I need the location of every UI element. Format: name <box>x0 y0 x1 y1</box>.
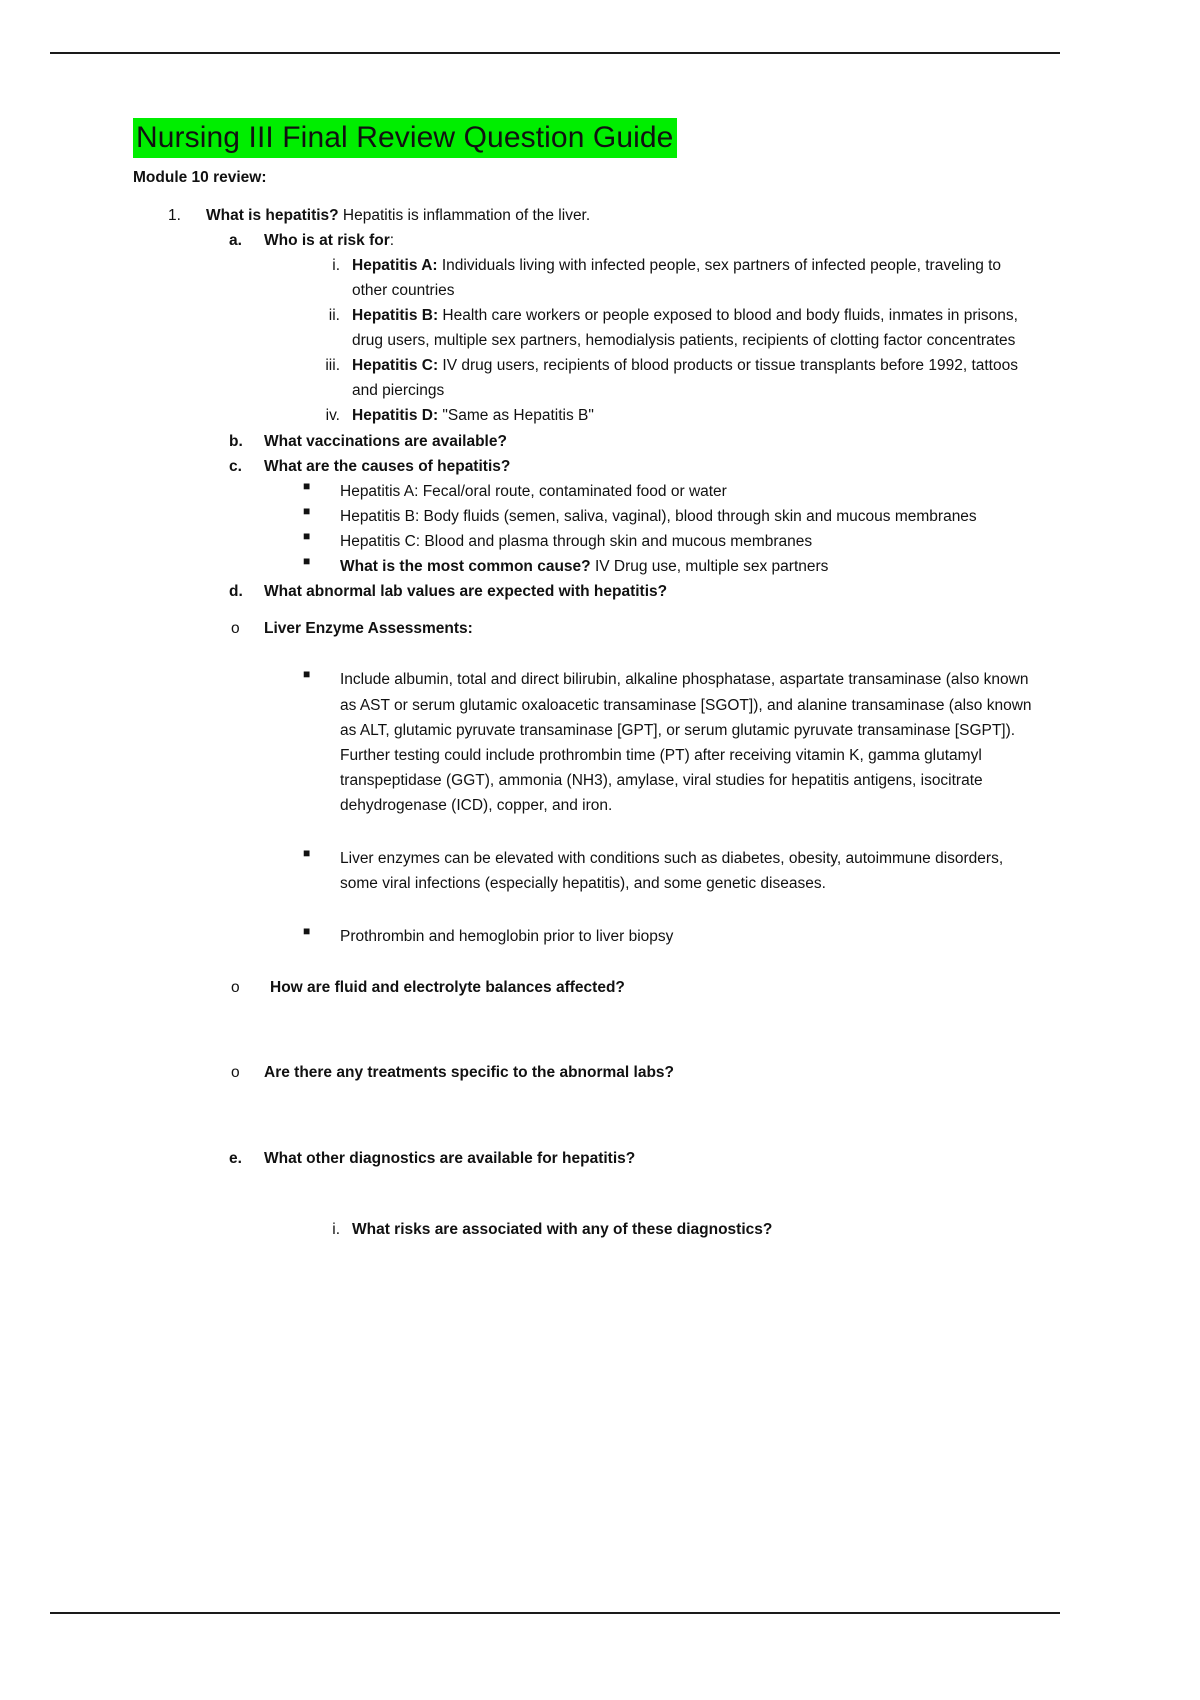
hep-d-bold-text: Hepatitis D: <box>352 407 439 425</box>
list-item-elevated-paragraph <box>303 846 1033 896</box>
hep-c-rest-text: IV drug users, recipients of blood products or tissue transplants before 1992, tattoos and piercings <box>352 357 1018 400</box>
hep-c-bold-text: Hepatitis C: <box>352 357 439 375</box>
list-marker: b. <box>229 432 243 450</box>
list-item-text: What other diagnostics are available for hepatitis? <box>264 1149 636 1167</box>
hep-b-bold-text: Hepatitis B: <box>352 306 439 324</box>
list-marker: i. <box>332 256 340 274</box>
list-item-text: Prothrombin and hemoglobin prior to liver biopsy <box>340 928 674 946</box>
common-cause-bold-text: What is the most common cause? <box>340 558 591 576</box>
list-marker: iv. <box>325 407 340 425</box>
circle-bullet-icon: o <box>231 620 240 638</box>
list-marker: c. <box>229 457 242 475</box>
spacer <box>133 912 1033 924</box>
list-item-hep-d <box>303 403 1033 428</box>
list-item-text <box>352 403 1033 428</box>
spacer <box>133 1000 1033 1060</box>
module-subtitle: Module 10 review: <box>133 169 267 187</box>
hep-a-bold-text: Hepatitis A: <box>352 256 438 274</box>
spacer <box>133 834 1033 846</box>
circle-bullet-icon: o <box>231 979 240 997</box>
list-marker: ii. <box>328 306 340 324</box>
square-bullet-icon: ■ <box>303 667 311 682</box>
list-item-fluid-electrolyte <box>231 975 1033 1000</box>
common-cause-rest-text: IV Drug use, multiple sex partners <box>590 558 829 576</box>
list-item-prothrombin <box>303 924 1033 949</box>
square-bullet-icon: ■ <box>303 528 311 543</box>
list-marker: 1. <box>168 206 181 224</box>
list-item-liver-enzymes <box>231 616 1033 641</box>
list-item-e-i <box>303 1217 1033 1242</box>
list-item-common-cause <box>303 554 1033 579</box>
square-bullet-icon: ■ <box>303 554 311 569</box>
list-item-text: Hepatitis C: Blood and plasma through skin and mucous membranes <box>340 532 813 550</box>
list-item-text: What abnormal lab values are expected with hepatitis? <box>264 583 668 601</box>
page-title <box>133 118 677 158</box>
header-rule <box>50 52 1060 54</box>
a-colon-text: : <box>389 231 395 249</box>
list-marker: d. <box>229 583 243 601</box>
list-item-text <box>352 303 1033 353</box>
list-item-cause-c <box>303 529 1033 554</box>
list-item-text: What are the causes of hepatitis? <box>264 457 511 475</box>
square-bullet-icon: ■ <box>303 503 311 518</box>
list-item-text: Liver Enzyme Assessments: <box>264 620 473 638</box>
spacer <box>133 1086 1033 1146</box>
list-item-hep-c <box>303 353 1033 403</box>
footer-rule <box>50 1612 1060 1614</box>
list-item-b <box>229 429 1033 454</box>
list-item-text: What vaccinations are available? <box>264 432 507 450</box>
list-item-cause-b <box>303 504 1033 529</box>
a-label-text: Who is at risk for <box>264 231 390 249</box>
list-item-d <box>229 579 1033 604</box>
list-item-a <box>229 228 1033 253</box>
list-item-e <box>229 1146 1033 1171</box>
hep-d-rest-text: "Same as Hepatitis B" <box>438 407 594 425</box>
list-item-q1 <box>168 203 1033 228</box>
list-item-hep-a <box>303 253 1033 303</box>
list-item-text <box>352 353 1033 403</box>
circle-bullet-icon: o <box>231 1064 240 1082</box>
spacer <box>133 1171 1033 1217</box>
square-bullet-icon: ■ <box>303 478 311 493</box>
list-item-hep-b <box>303 303 1033 353</box>
list-item-text: Hepatitis A: Fecal/oral route, contaminated food or water <box>340 482 727 500</box>
list-marker: iii. <box>325 357 340 375</box>
list-item-treatments <box>231 1060 1033 1085</box>
list-item-text: Liver enzymes can be elevated with conditions such as diabetes, obesity, autoimmune disorders, some viral infections (especially hepatitis), and some genetic diseases. <box>340 850 1004 893</box>
list-item-text: How are fluid and electrolyte balances affected? <box>270 979 625 997</box>
list-item-text: Hepatitis B: Body fluids (semen, saliva, vaginal), blood through skin and mucous membranes <box>340 507 977 525</box>
list-item-text <box>352 253 1033 303</box>
list-item-c <box>229 454 1033 479</box>
square-bullet-icon: ■ <box>303 846 311 861</box>
q1-bold-text: What is hepatitis? <box>206 206 339 224</box>
list-item-text <box>264 228 1033 253</box>
q1-rest-text: Hepatitis is inflammation of the liver. <box>338 206 591 224</box>
page-title-highlight: Nursing III Final Review Question Guide <box>133 118 677 158</box>
list-item-text: What risks are associated with any of these diagnostics? <box>352 1220 773 1238</box>
hep-a-rest-text: Individuals living with infected people, sex partners of infected people, traveling to other countries <box>352 256 1002 299</box>
spacer <box>133 949 1033 975</box>
list-marker: e. <box>229 1149 242 1167</box>
list-item-text <box>206 203 1033 228</box>
hep-b-rest-text: Health care workers or people exposed to blood and body fluids, inmates in prisons, drug users, multiple sex partners, hemodialysis patients, recipients of clotting factor concentrates <box>352 306 1018 350</box>
spacer <box>133 641 1033 667</box>
spacer <box>133 604 1033 616</box>
square-bullet-icon: ■ <box>303 924 311 939</box>
list-item-enzyme-paragraph <box>303 667 1033 818</box>
list-item-text <box>340 554 1033 579</box>
list-item-text: Include albumin, total and direct bilirubin, alkaline phosphatase, aspartate transaminase (also known as AST or serum glutamic oxaloacetic transaminase [SGOT]), and alanine transaminase (also known as ALT, glutamic pyruvate transaminase [GPT], or serum glutamic pyruvate transaminase [SGPT]). Further testing could include prothrombin time (PT) after receiving vitamin K, gamma glutamyl transpeptidase (GGT), ammonia (NH3), amylase, viral studies for hepatitis antigens, isocitrate dehydrogenase (ICD), copper, and iron. <box>340 671 1032 814</box>
document-body <box>133 118 1033 1242</box>
list-marker: i. <box>332 1220 340 1238</box>
list-item-text: Are there any treatments specific to the abnormal labs? <box>264 1064 675 1082</box>
list-item-cause-a <box>303 479 1033 504</box>
list-marker: a. <box>229 231 242 249</box>
